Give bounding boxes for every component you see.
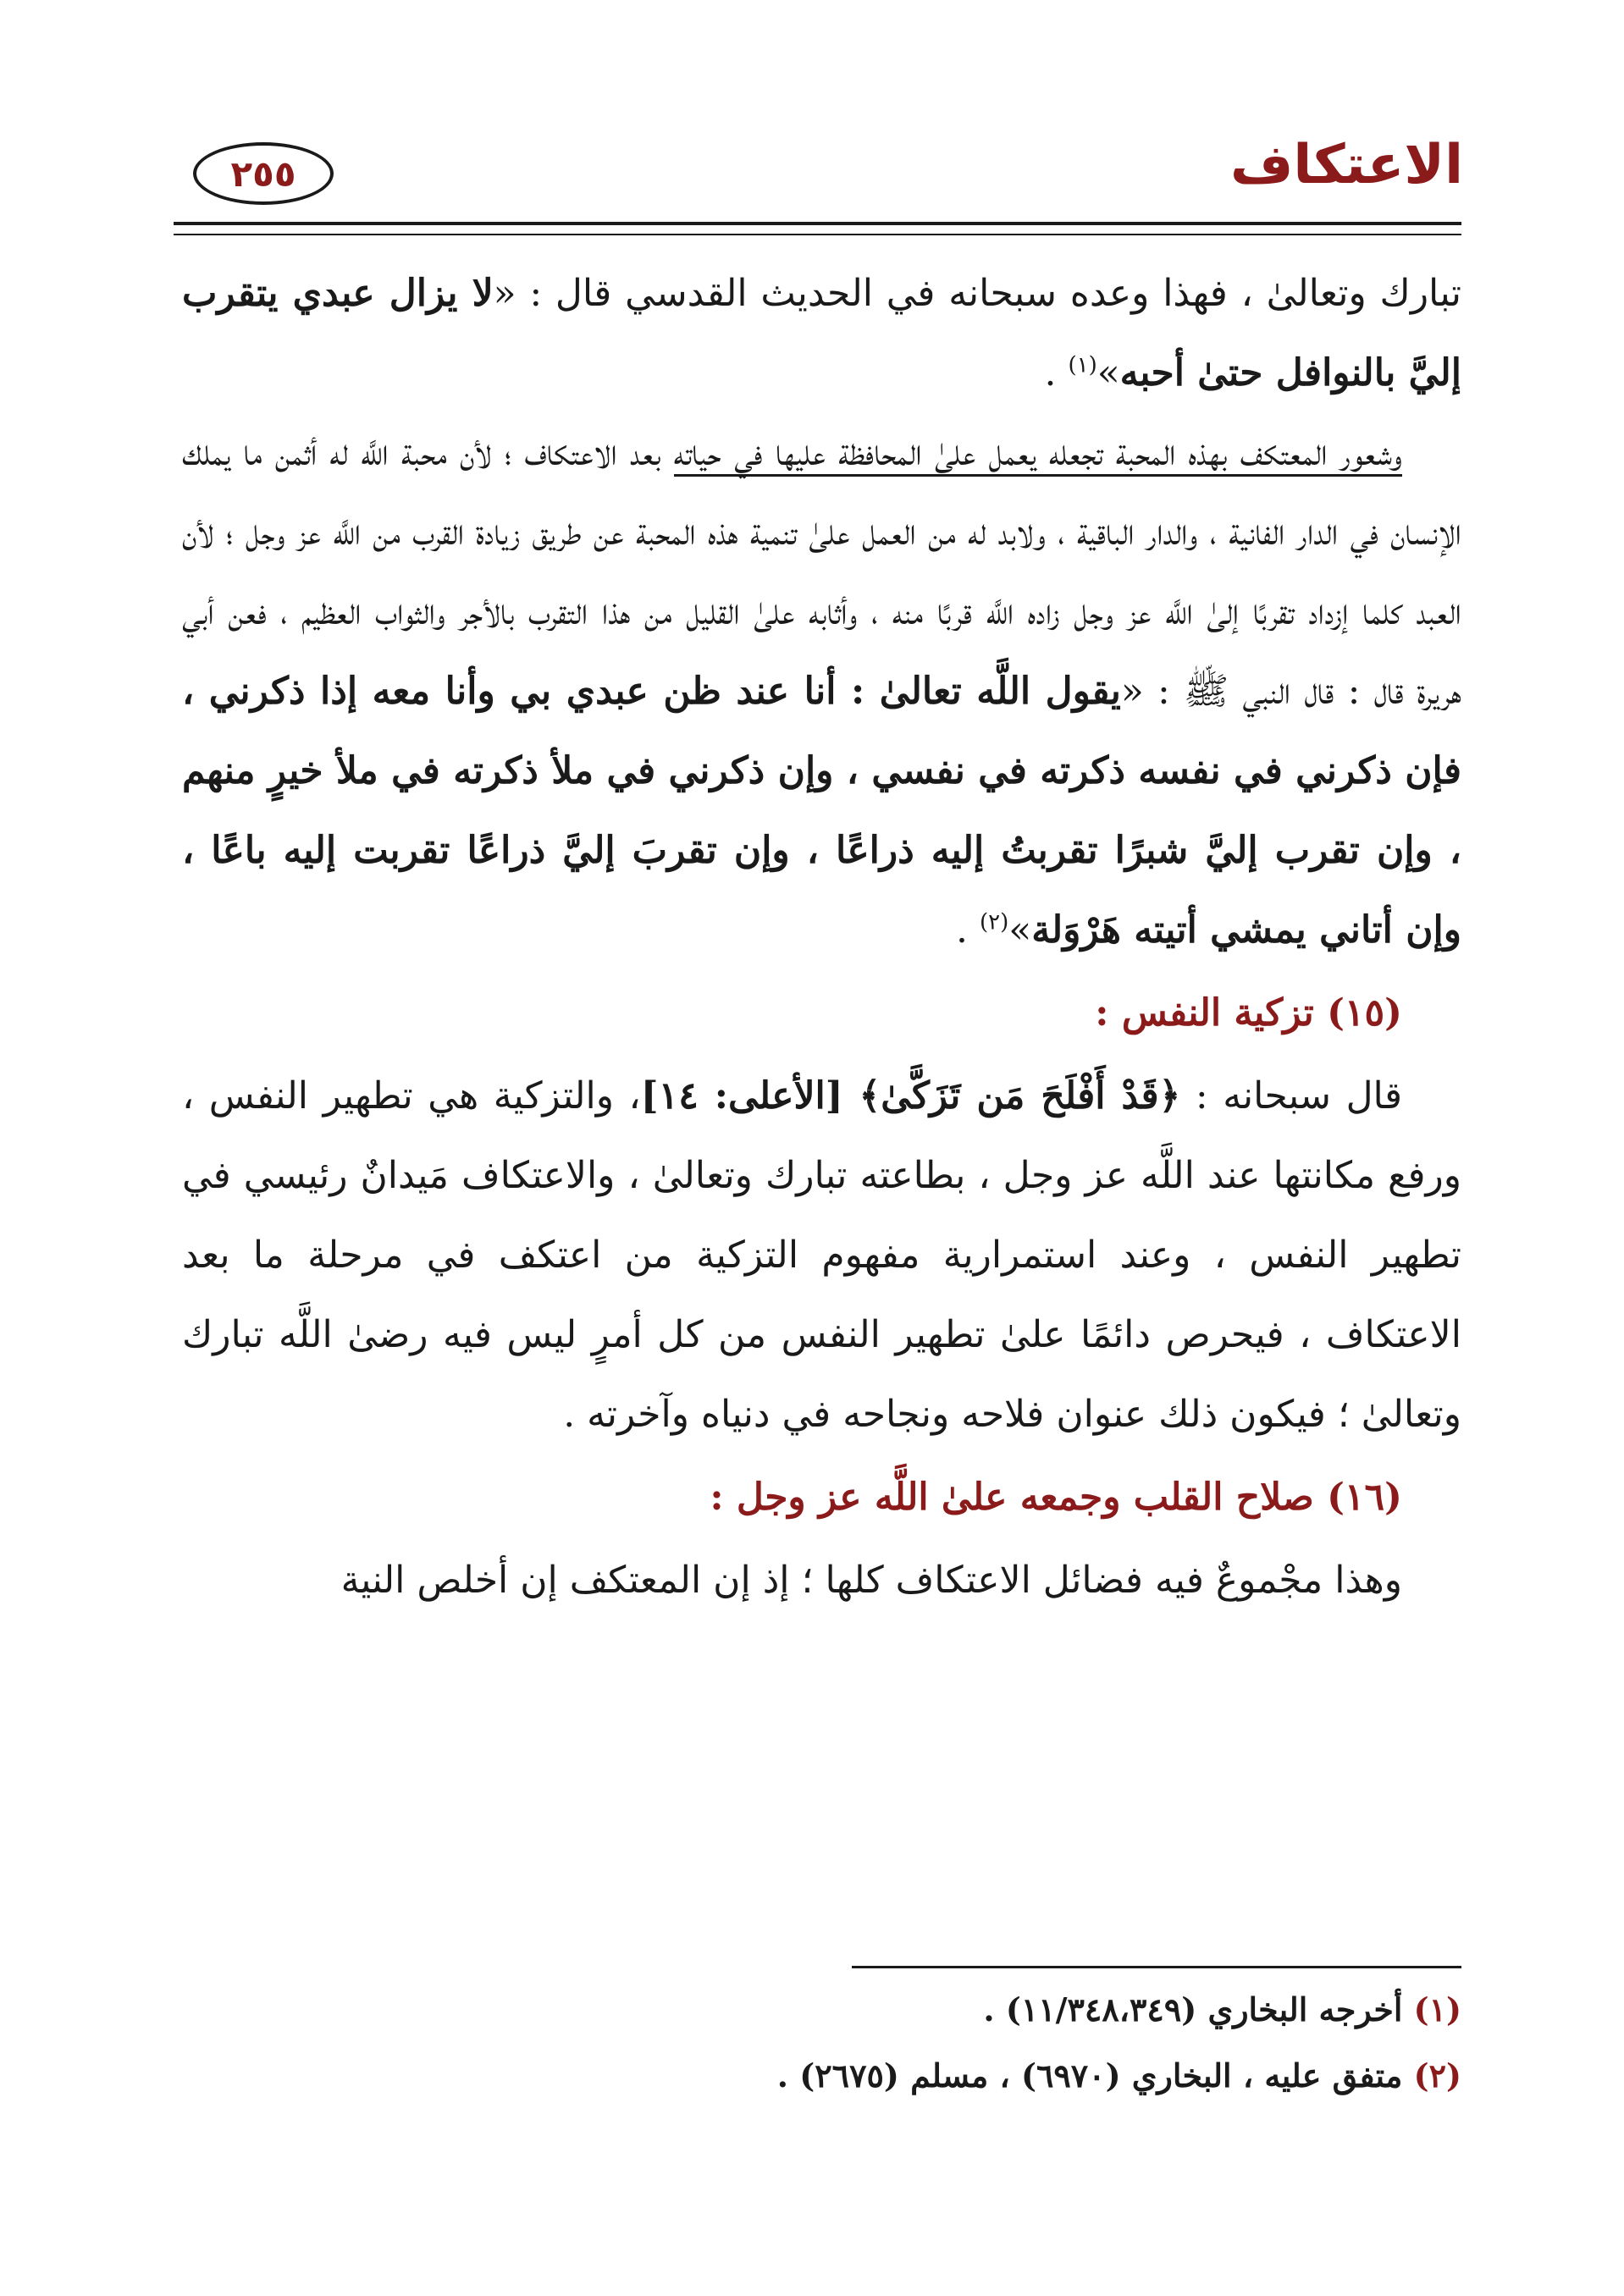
footnote-separator (852, 1966, 1461, 1968)
p1-end: . (1044, 351, 1069, 395)
p3-start: قال سبحانه : (1180, 1074, 1402, 1118)
footnotes (182, 1977, 1461, 2109)
footnote-ref-1[interactable]: (١) (1068, 352, 1097, 378)
p3-text: ، والتزكية هي تطهير النفس ، ورفع مكانتها عند اللَّه عز وجل ، بطاعته تبارك وتعالىٰ ، والاعتكاف مَيدانٌ رئيسي في تطهير النفس ، وعند استمرارية مفهوم التزكية من اعتكف في مرحلة ما بعد الاعتكاف ، فيحرص دائمًا علىٰ تطهير النفس من كل أمرٍ ليس فيه رضىٰ اللَّه تبارك وتعالىٰ ؛ فيكون ذلك عنوان فلاحه ونجاحه في دنياه وآخرته . (182, 1074, 1462, 1436)
page-number: ٢٥٥ (193, 142, 334, 205)
paragraph-3 (182, 1057, 1461, 1454)
header-rule-thin (174, 234, 1461, 235)
paragraph-1 (182, 254, 1461, 413)
quran-verse: ﴿قَدْ أَفْلَحَ مَن تَزَكَّىٰ﴾ (859, 1074, 1181, 1118)
body-text (182, 254, 1461, 1620)
hadith-quote-2: يقول اللَّه تعالىٰ : أنا عند ظن عبدي بي وأنا معه إذا ذكرني ، فإن ذكرني في نفسه ذكرته في نفسي ، وإن ذكرني في ملأ ذكرته في ملأ خيرٍ منهم ، وإن تقرب إليَّ شبرًا تقربتُ إليه ذراعًا ، وإن تقربَ إليَّ ذراعًا تقربت إليه باعًا ، وإن أتاني يمشي أتيته هَرْوَلة (182, 670, 1461, 952)
verse-citation: [الأعلى: ١٤] (640, 1074, 859, 1118)
footnote-2-text: متفق عليه ، البخاري (٦٩٧٠) ، مسلم (٢٦٧٥) . (776, 2056, 1414, 2095)
quote-close-2: » (1008, 908, 1032, 952)
underlined-sentence: وشعور المعتكف بهذه المحبة تجعله يعمل علىٰ المحافظة عليها في حياته (674, 431, 1402, 477)
footnote-1 (182, 1977, 1461, 2043)
quote-close-1: » (1096, 351, 1120, 395)
footnote-1-number: (١) (1413, 1990, 1461, 2028)
header-rule-thick (174, 222, 1461, 225)
p1-text: تبارك وتعالىٰ ، فهذا وعده سبحانه في الحديث القدسي قال : « (493, 272, 1461, 315)
section-heading-15: (١٥) تزكية النفس : (1095, 991, 1402, 1035)
p2-text: بعد الاعتكاف ؛ لأن محبة اللَّه له أثمن ما يملك الإنسان في الدار الفانية ، والدار الباقية ، ولابد له من العمل علىٰ تنمية هذه المحبة عن طريق زيادة القرب من اللَّه عز وجل ؛ لأن العبد كلما إزداد تقربًا إلىٰ اللَّه عز وجل زاده اللَّه قربًا منه ، وأثابه علىٰ القليل من هذا التقرب بالأجر والثواب العظيم ، فعن أبي هريرة قال : قال النبي ﷺ : « (182, 431, 1462, 713)
footnote-1-text: أخرجه البخاري (١١/٣٤٨،٣٤٩) . (983, 1990, 1414, 2028)
hadith-quote-1: لا يزال عبدي يتقرب إليَّ بالنوافل حتىٰ أحبه (182, 272, 1461, 395)
footnote-2-number: (٢) (1413, 2056, 1461, 2095)
section-heading-16: (١٦) صلاح القلب وجمعه علىٰ اللَّه عز وجل : (710, 1476, 1402, 1519)
footnote-2 (182, 2043, 1461, 2109)
p2-end: . (956, 908, 980, 952)
paragraph-4: وهذا مجْموعٌ فيه فضائل الاعتكاف كلها ؛ إذ إن المعتكف إن أخلص النية (340, 1559, 1402, 1602)
chapter-title: الاعتكاف (1229, 134, 1463, 196)
footnote-ref-2[interactable]: (٢) (979, 909, 1009, 936)
paragraph-2 (182, 413, 1461, 970)
